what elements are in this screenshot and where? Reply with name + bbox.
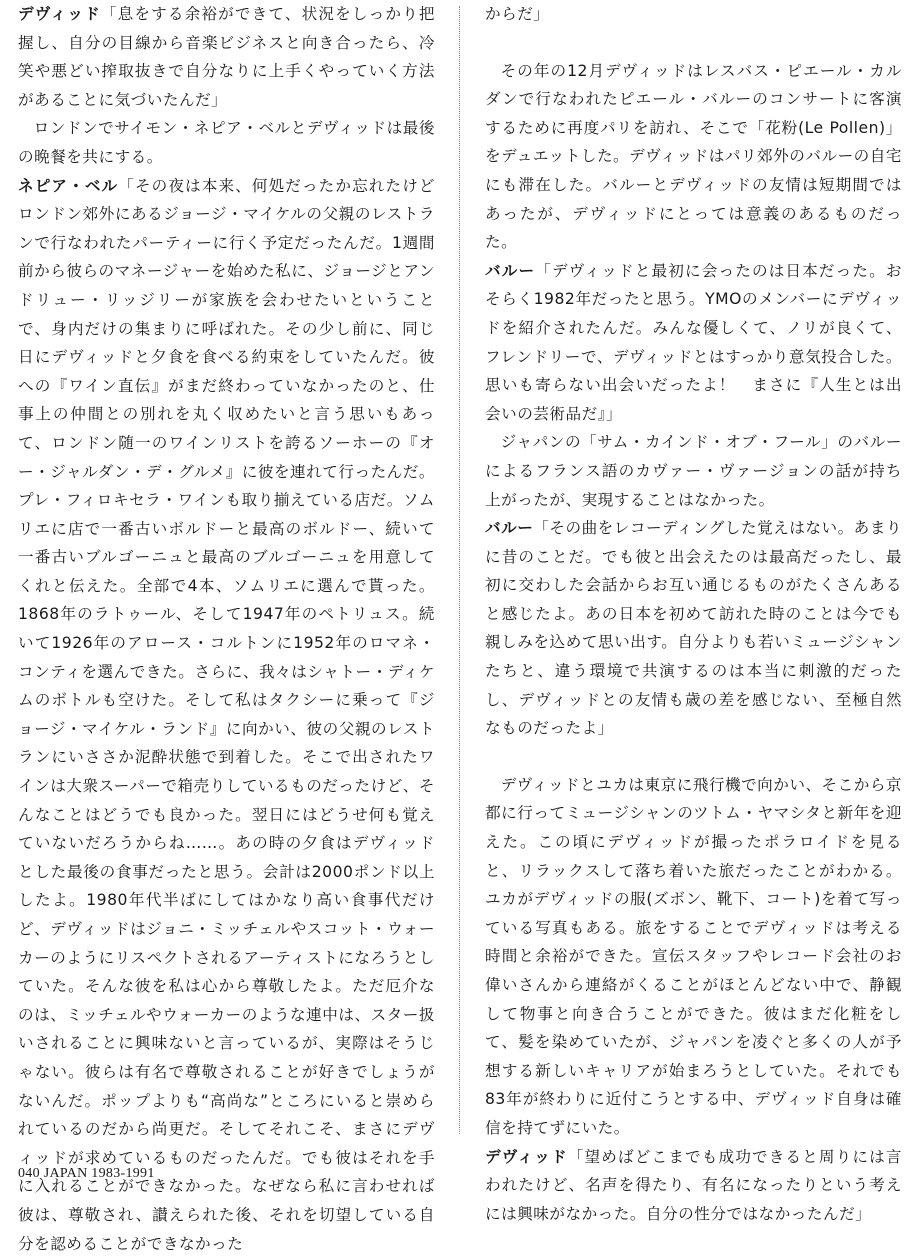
speaker-label: デヴィッド: [485, 1147, 568, 1166]
paragraph: [485, 57, 902, 257]
paragraph: [18, 114, 435, 171]
speaker-label: デヴィッド: [18, 5, 101, 23]
left-column: [18, 0, 435, 1258]
paragraph-text: 「息をする余裕ができて、状況をしっかり把握し、自分の目線から音楽ビジネスと向き合ったら、冷笑や悪どい搾取抜きで自分なりに上手くやっていく方法があることに気づいたんだ」: [18, 5, 435, 109]
paragraph-text: 「デヴィッドと最初に会ったのは日本だった。おそらく1982年だったと思う。YMOのメンバーにデヴィッドを紹介されたんだ。みんな優しくて、ノリが良くて、フレンドリーで、デヴィッドとはすっかり意気投合した。思いも寄らない出会いだったよ！ まさに『人生とは出会いの芸術品だ』」: [485, 261, 902, 423]
paragraph-text: デヴィッドとユカは東京に飛行機で向かい、そこから京都に行ってミュージシャンのツトム・ヤマシタと新年を迎えた。この頃にデヴィッドが撮ったポラロイドを見ると、リラックスして落ち着いた旅だったことがわかる。ユカがデヴィッドの服(ズボン、靴下、コート)を着て写っている写真もある。旅をすることでデヴィッドは考える時間と余裕ができた。宣伝スタッフやレコード会社のお偉いさんから連絡がくることがほとんどない中で、静観して物事と向き合うことができた。彼はまだ化粧をして、髪を染めていたが、ジャパンを凌ぐと多くの人が予想する新しいキャリアが始まろうとしていた。それでも83年が終わりに近付こうとする中、デヴィッド自身は確信を持てずにいた。: [485, 775, 903, 1137]
speaker-label: ネピア・ベル: [18, 176, 119, 195]
paragraph: [485, 514, 902, 743]
page-number: 040: [18, 1166, 40, 1181]
paragraph: [485, 257, 902, 429]
paragraph-text: からだ」: [485, 5, 550, 23]
right-column: [485, 0, 902, 1228]
paragraph-text: 「その夜は本来、何処だったか忘れたけどロンドン郊外にあるジョージ・マイケルの父親のレストランで行なわれたパーティーに行く予定だったんだ。1週間前から彼らのマネージャーを始めた私に、ジョージとアンドリュー・リッジリーが家族を会わせたいということで、身内だけの集まりに呼ばれた。その少し前に、同じ日にデヴィッドと夕食を食べる約束をしていたんだ。彼への『ワイン直伝』がまだ終わっていなかったのと、仕事上の仲間との別れを丸く収めたいと言う思いもあって、ロンドン随一のワインリストを誇るソーホーの『オー・ジャルダン・デ・グルメ』に彼を連れて行ったんだ。プレ・フィロキセラ・ワインも取り揃えている店だ。ソムリエに店で一番古いボルドーと最高のボルドー、続いて一番古いブルゴーニュと最高のブルゴーニュを用意してくれと伝えた。全部で4本、ソムリエに選んで貰った。1868年のラトゥール、そして1947年のペトリュス。続いて1926年のアロース・コルトンに1952年のロマネ・コンティを選んできた。さらに、我々はシャトー・ディケムのボトルも空けた。そして私はタクシーに乗って『ジョージ・マイケル・ランド』に向かい、彼の父親のレストランにいささか泥酔状態で到着した。そこで出されたワインは大衆スーパーで箱売りしているものだったけど、そんなことはどうでも良かった。翌日にはどうせ何も覚えていないだろうからね……。あの時の夕食はデヴィッドとした最後の食事だったと思う。会計は2000ポンド以上したよ。1980年代半ばにしてはかなり高い食事代だけど、デヴィッドはジョニ・ミッチェルやスコット・ウォーカーのようにリスペクトされるアーティストになろうとしていた。そんな彼を私は心から尊敬したよ。ただ厄介なのは、ミッチェルやウォーカーのような連中は、スター扱いされることに興味ないと言っているが、実際はそうじゃない。彼らは有名で尊敬されることが好きでしょうがないんだ。ポップよりも“高尚な”ところにいると崇められているのだから尚更だ。そしてそれこそ、まさにデヴィッドが求めているものだったんだ。でも彼はそれを手に入れることができなかった。なぜなら私に言わせれば彼は、尊敬され、讃えられた後、それを切望している自分を認めることができなかった: [18, 176, 435, 1253]
paragraph: [18, 172, 435, 1258]
paragraph: [485, 428, 902, 514]
paragraph: [18, 0, 435, 114]
speaker-label: バルー: [485, 261, 536, 280]
paragraph-text: 「望めばどこまでも成功できると周りには言われたけど、名声を得たり、有名になったりという考えには興味がなかった。自分の性分ではなかったんだ」: [485, 1147, 902, 1223]
column-divider: [459, 6, 460, 1134]
paragraph: [485, 771, 902, 1143]
running-title: JAPAN 1983-1991: [43, 1166, 155, 1181]
page-footer: [18, 1166, 155, 1182]
paragraph: [485, 1143, 902, 1229]
paragraph-text: ジャパンの「サム・カインド・オブ・フール」のバルーによるフランス語のカヴァー・ヴァージョンの話が持ち上がったが、実現することはなかった。: [485, 433, 902, 509]
paragraph-text: その年の12月デヴィッドはレスバス・ピエール・カルダンで行なわれたピエール・バルーのコンサートに客演するために再度パリを訪れ、そこで「花粉(Le Pollen)」をデュエットした。デヴィッドはパリ郊外のバルーの自宅にも滞在した。バルーとデヴィッドの友情は短期間ではあったが、デヴィッドにとっては意義のあるものだった。: [485, 61, 902, 252]
paragraph: [485, 0, 902, 29]
paragraph-text: 「その曲をレコーディングした覚えはない。あまりに昔のことだ。でも彼と出会えたのは最高だったし、最初に交わした会話からお互い通じるものがたくさんあると感じたよ。あの日本を初めて訪れた時のことは今でも親しみを込めて思い出す。自分よりも若いミュージシャンたちと、違う環境で共演するのは本当に刺激的だったし、デヴィッドとの友情も歳の差を感じない、至極自然なものだったよ」: [485, 519, 902, 738]
paragraph-text: ロンドンでサイモン・ネピア・ベルとデヴィッドは最後の晩餐を共にする。: [18, 119, 435, 166]
speaker-label: バルー: [485, 519, 534, 538]
